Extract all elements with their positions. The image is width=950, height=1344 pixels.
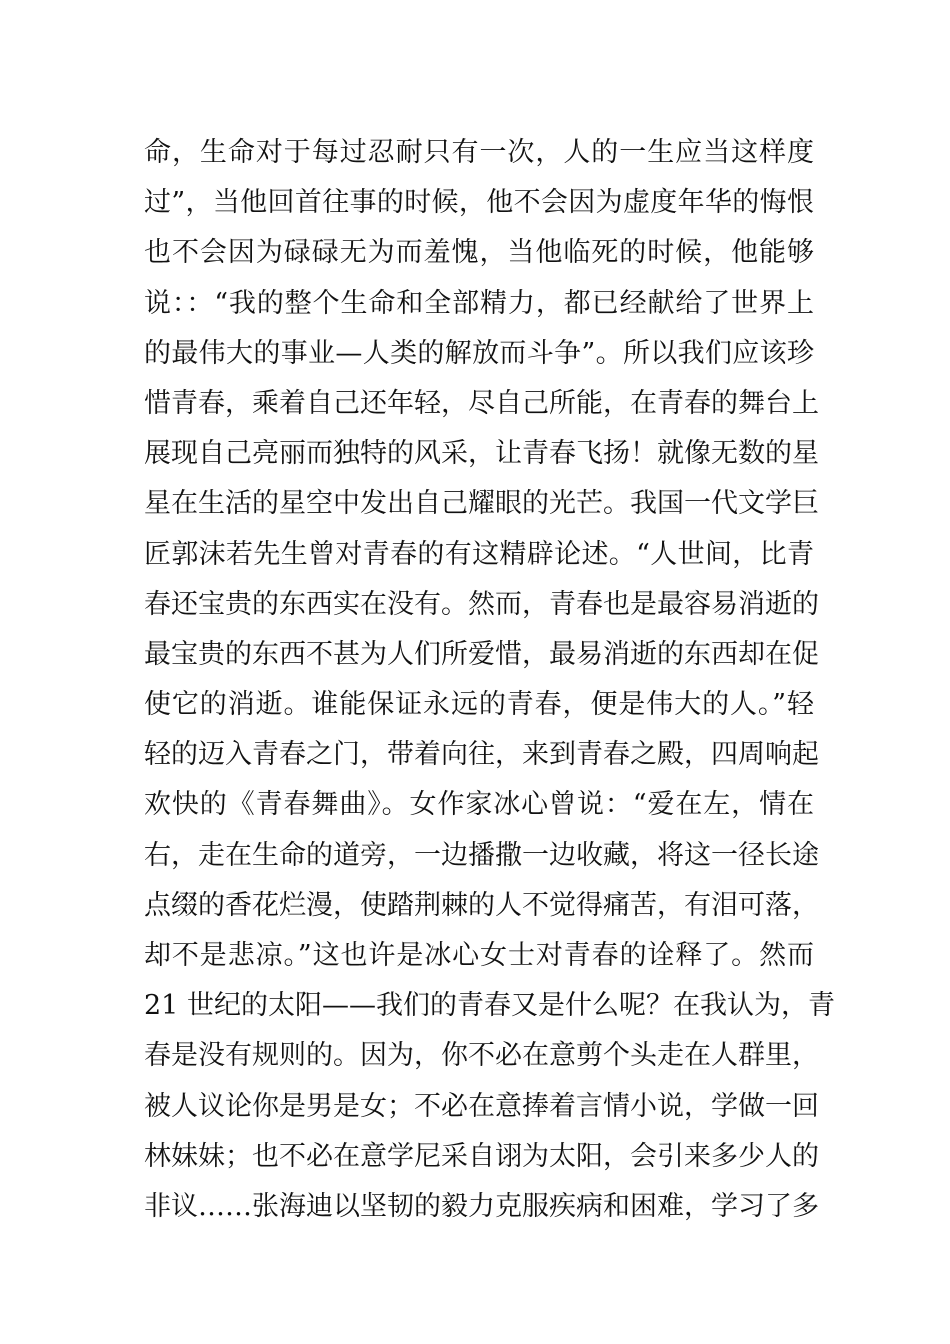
text-line: 的最伟大的事业—人类的解放而斗争”。所以我们应该珍	[144, 337, 814, 369]
text-line: 也不会因为碌碌无为而羞愧，当他临死的时候，他能够	[144, 237, 814, 269]
text-line: 使它的消逝。谁能保证永远的青春，便是伟大的人。”轻	[144, 689, 814, 721]
text-line: 过”，当他回首往事的时候，他不会因为虚度年华的悔恨	[144, 187, 814, 219]
text-line: 右，走在生命的道旁，一边播撒一边收藏，将这一径长途	[144, 839, 819, 871]
text-line: 轻的迈入青春之门，带着向往，来到青春之殿，四周响起	[144, 739, 819, 771]
text-line: 最宝贵的东西不甚为人们所爱惜，最易消逝的东西却在促	[144, 638, 819, 670]
text-line: 命，生命对于每过忍耐只有一次，人的一生应当这样度	[144, 137, 814, 168]
text-line: 匠郭沫若先生曾对青春的有这精辟论述。“人世间，比青	[144, 538, 814, 570]
text-line: 非议……张海迪以坚韧的毅力克服疾病和困难，学习了多	[144, 1190, 819, 1222]
text-line: 却不是悲凉。”这也许是冰心女士对青春的诠释了。然而	[144, 940, 814, 971]
text-line: 惜青春，乘着自己还年轻，尽自己所能，在青春的舞台上	[144, 387, 819, 419]
text-line: 被人议论你是男是女；不必在意捧着言情小说，学做一回	[144, 1090, 819, 1122]
text-line: 展现自己亮丽而独特的风采，让青春飞扬！就像无数的星	[144, 438, 819, 470]
text-line: 欢快的《青春舞曲》。女作家冰心曾说：“爱在左，情在	[144, 789, 814, 821]
body-text	[144, 128, 835, 1232]
text-line: 星在生活的星空中发出自己耀眼的光芒。我国一代文学巨	[144, 488, 819, 520]
text-line: 点缀的香花烂漫，使踏荆棘的人不觉得痛苦，有泪可落，	[144, 889, 819, 921]
text-line: 春还宝贵的东西实在没有。然而，青春也是最容易消逝的	[144, 588, 819, 620]
text-line: 21 世纪的太阳——我们的青春又是什么呢？在我认为，青	[144, 990, 835, 1022]
text-line: 说：：“我的整个生命和全部精力，都已经献给了世界上	[144, 287, 814, 319]
text-line: 林妹妹；也不必在意学尼采自诩为太阳，会引来多少人的	[144, 1140, 819, 1172]
text-line: 春是没有规则的。因为，你不必在意剪个头走在人群里，	[144, 1040, 819, 1072]
